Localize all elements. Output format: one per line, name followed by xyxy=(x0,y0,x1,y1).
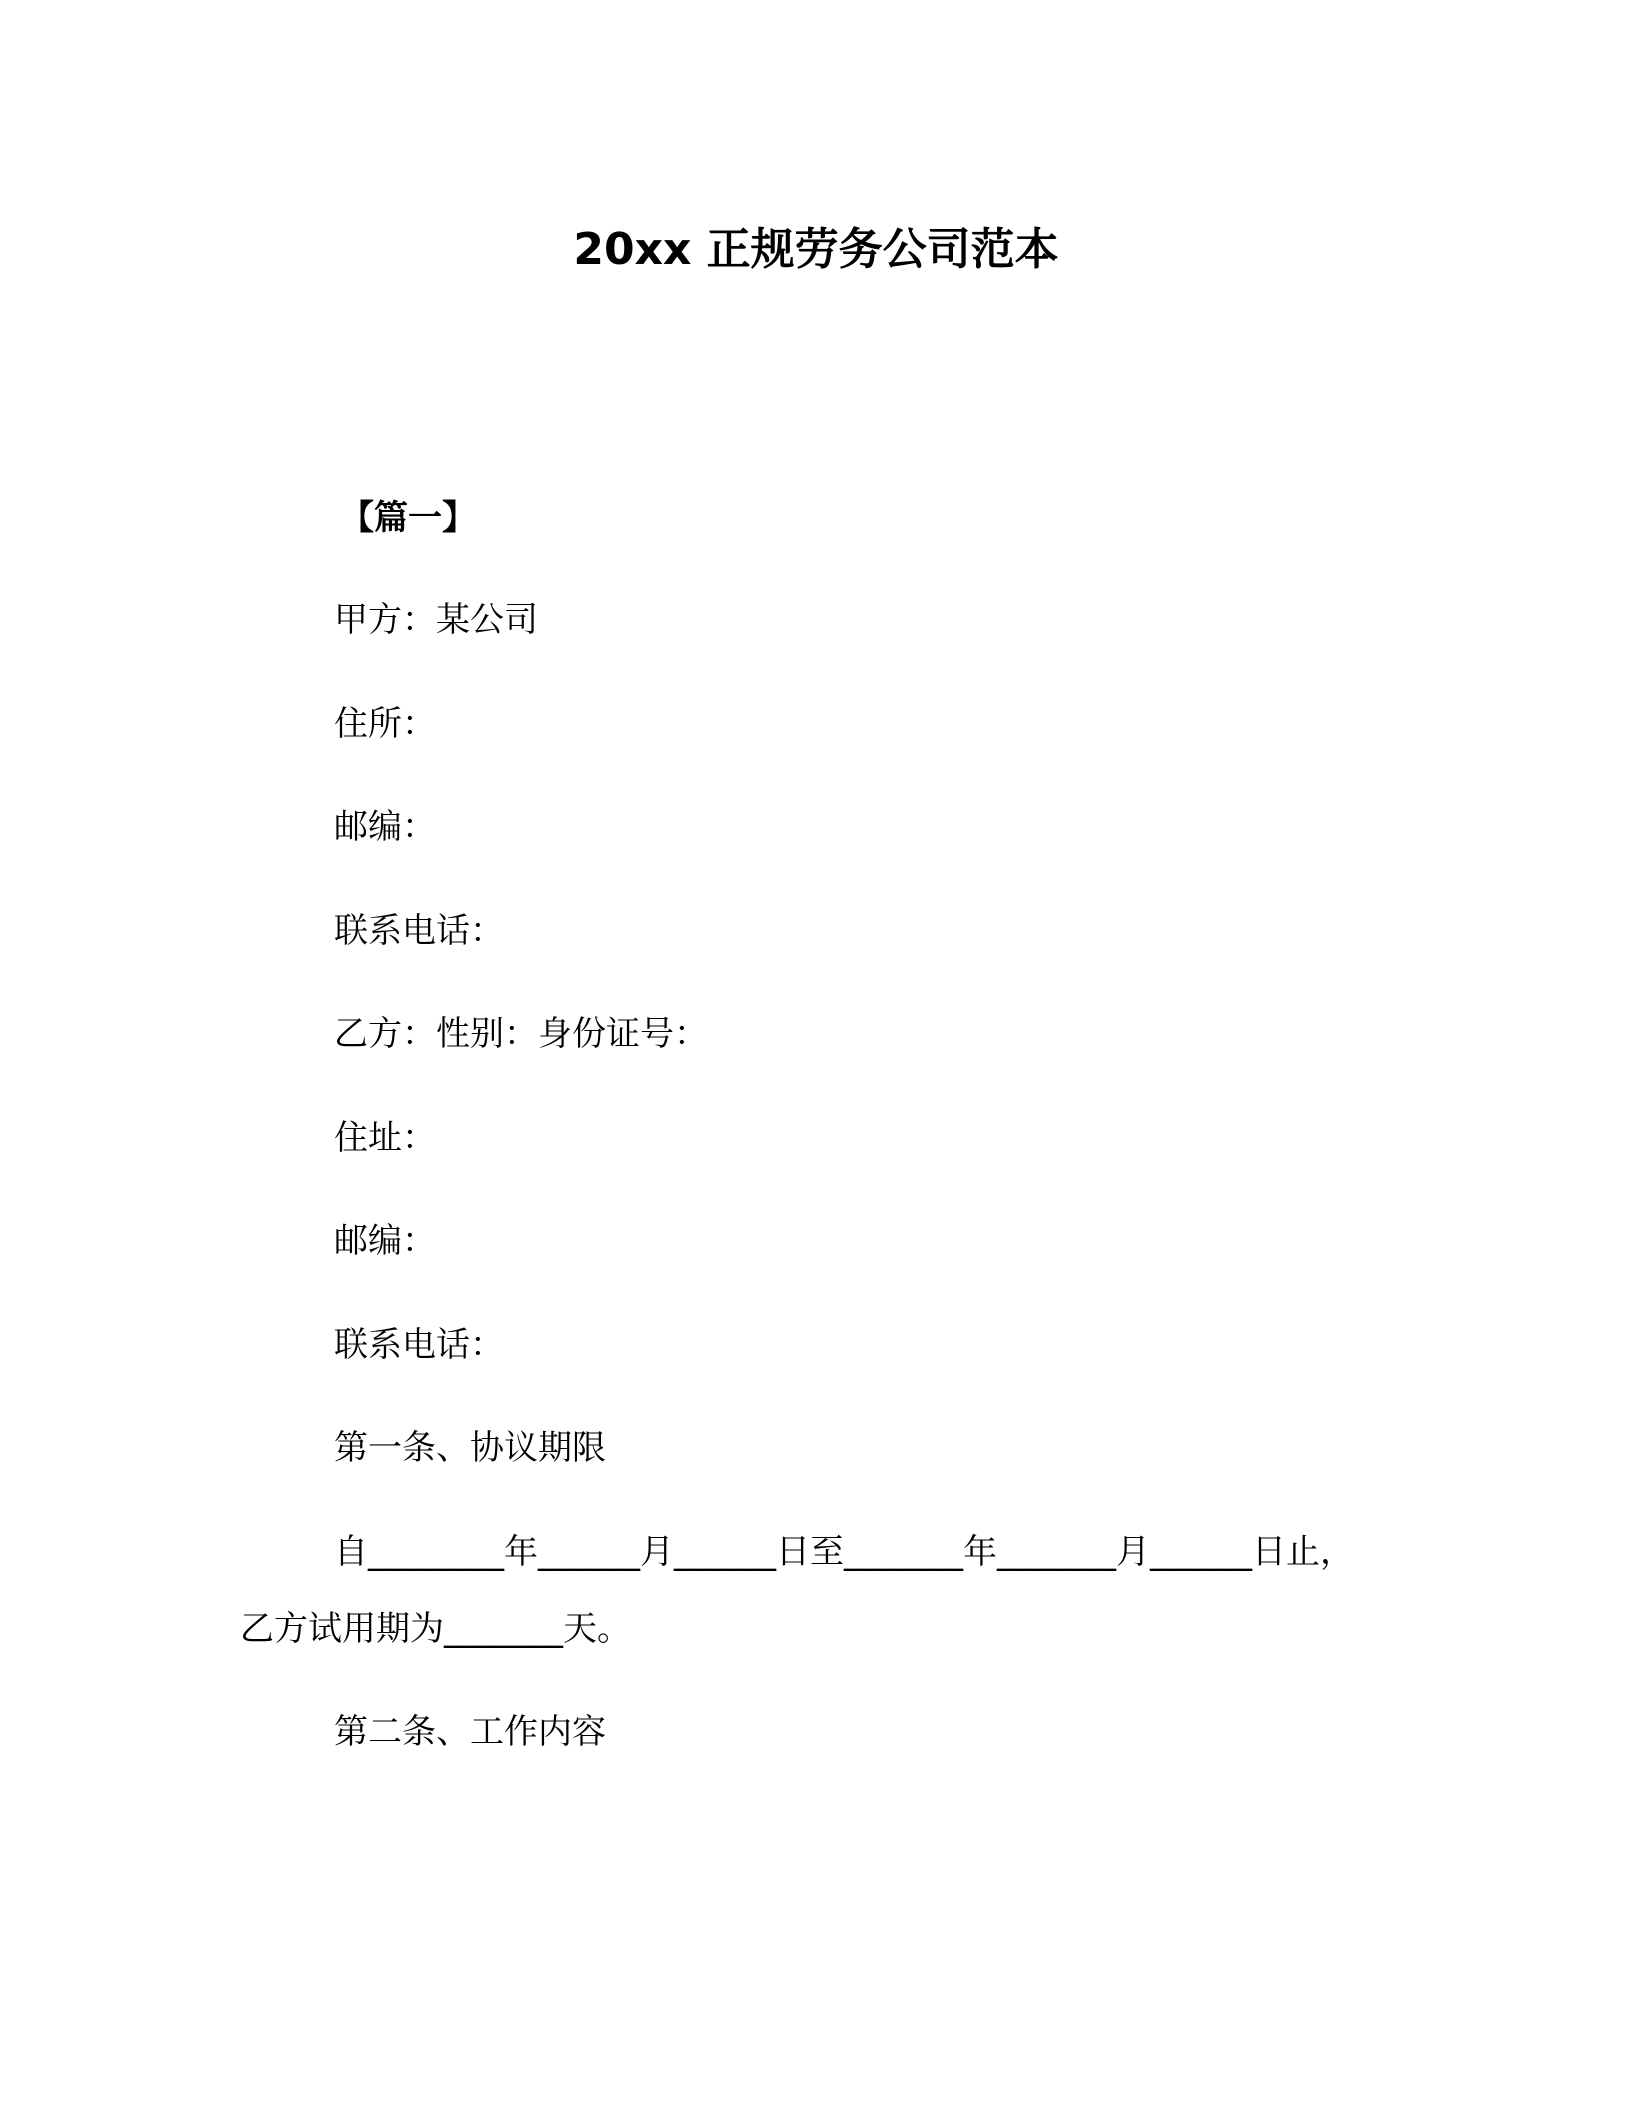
document-title: 20xx 正规劳务公司范本 xyxy=(573,224,1059,275)
party-a-address: 住所： xyxy=(334,704,436,744)
article-1-body-line-1: 自________年______月______日至_______年_______月______日止， xyxy=(334,1532,1354,1572)
section-heading: 【篇一】 xyxy=(340,498,476,538)
party-b-postcode: 邮编： xyxy=(334,1221,436,1261)
party-a-name: 甲方：某公司 xyxy=(334,600,538,640)
party-b-phone: 联系电话： xyxy=(334,1325,504,1365)
party-b-address: 住址： xyxy=(334,1118,436,1158)
party-a-postcode: 邮编： xyxy=(334,807,436,847)
article-2-heading: 第二条、工作内容 xyxy=(334,1712,606,1752)
party-b-name: 乙方：性别：身份证号： xyxy=(334,1014,708,1054)
article-1-heading: 第一条、协议期限 xyxy=(334,1428,606,1468)
party-a-phone: 联系电话： xyxy=(334,911,504,951)
article-1-body-line-2: 乙方试用期为_______天。 xyxy=(240,1609,631,1649)
